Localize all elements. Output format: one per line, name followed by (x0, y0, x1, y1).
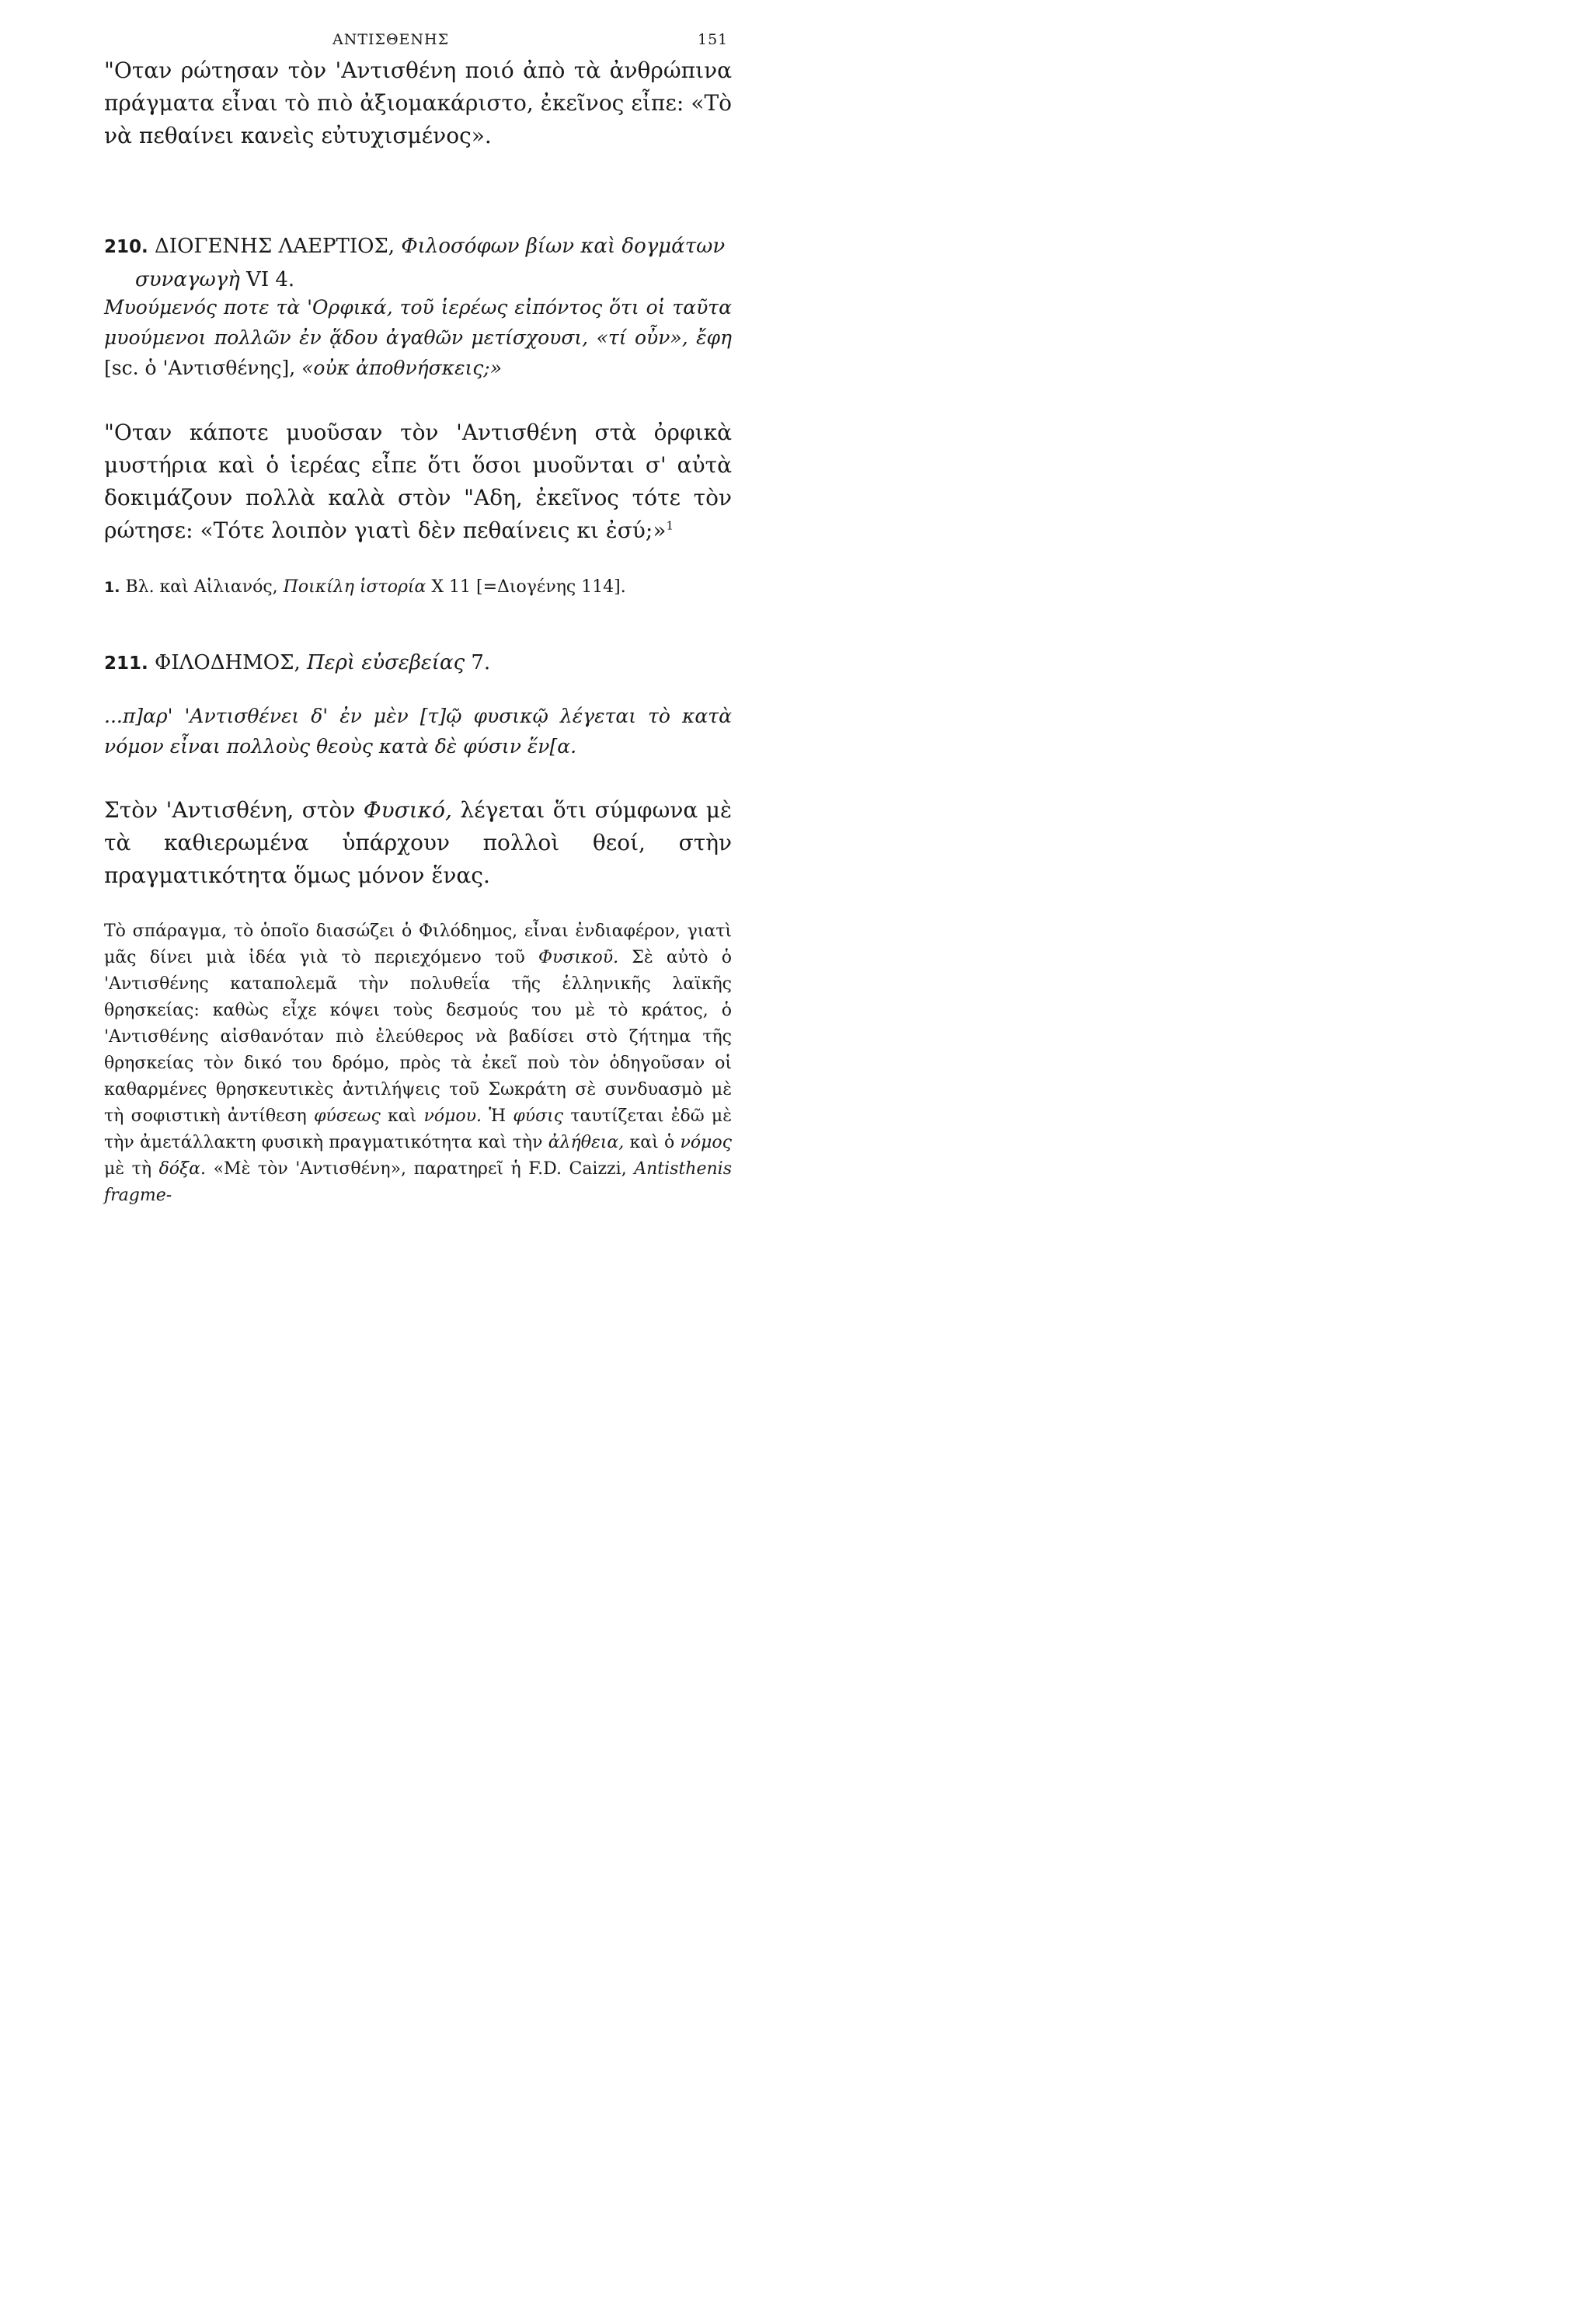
commentary-italic: δόξα. (158, 1159, 207, 1179)
commentary-text: Σὲ αὐτὸ ὁ 'Αντισθένης καταπολεμᾶ τὴν πολυθεΐα τῆς ἑλληνικῆς λαϊκῆς θρησκείας: καθὼς εἶχε κόψει τοὺς δεσμούς του μὲ τὸ κράτος, ὁ 'Αντισθένης αἰσθανόταν πιὸ ἐλεύθερος νὰ βαδίσει στὸ ζήτημα τῆς θρησκείας τὸν δικό του δρόμο, πρὸς τὰ ἐκεῖ ποὺ τὸν ὁδηγοῦσαν οἱ καθαρμένες θρησκευτικὲς ἀντιλήψεις τοῦ Σωκράτη σὲ συνδυασμὸ μὲ τὴ σοφιστικὴ ἀντίθεση (104, 948, 732, 1126)
commentary-text: καὶ (388, 1106, 417, 1126)
fragment-211-author: ΦΙΛΟΔΗΜΟΣ, (155, 651, 301, 674)
fragment-210-translation-text: "Οταν κάποτε μυοῦσαν τὸν 'Αντισθένη στὰ ὀρφικὰ μυστήρια καὶ ὁ ἱερέας εἶπε ὅτι ὅσοι μυοῦνται σ' αὐτὰ δοκιμάζουν πολλὰ καλὰ στὸν "Αδη, ἐκεῖνος τότε τὸν ρώτησε: «Τότε λοιπὸν γιατὶ δὲν πεθαίνεις κι ἐσύ;» (104, 420, 732, 543)
commentary-text: μὲ τὴ (104, 1159, 152, 1179)
footnote-pre: Βλ. καὶ Αἰλιανός, (125, 577, 278, 597)
book-page (0, 0, 844, 1232)
page-number: 151 (698, 31, 729, 48)
fragment-210-ref: VI 4. (246, 268, 295, 291)
running-title: ΑΝΤΙΣΘΕΝΗΣ (332, 31, 450, 48)
fragment-211-ref: 7. (471, 651, 491, 674)
commentary-text: καὶ ὁ (629, 1133, 675, 1152)
fragment-211-translation-pre: Στὸν 'Αντισθένη, στὸν (104, 797, 356, 823)
commentary-italic: φύσις (513, 1106, 564, 1126)
fragment-210-number: 210. (104, 237, 148, 257)
fragment-210-translation (104, 416, 732, 547)
footnote-post: X 11 [=Διογένης 114]. (431, 577, 626, 597)
footnote (104, 575, 732, 600)
commentary-text: ταυτίζεται ἐδῶ μὲ τὴν ἀμετάλλακτη φυσικὴ πραγματικότητα καὶ τὴν (104, 1106, 733, 1152)
commentary-italic: νόμου. (423, 1106, 482, 1126)
commentary-italic: φύσεως (313, 1106, 381, 1126)
intro-translation: "Οταν ρώτησαν τὸν 'Αντισθένη ποιό ἀπὸ τὰ ἀνθρώπινα πράγματα εἶναι τὸ πιὸ ἀξιομακάριστο, ἐκεῖνος εἶπε: «Τὸ νὰ πεθαίνει κανεὶς εὐτυχισμένος». (104, 57, 732, 148)
fragment-211-source: ...π]αρ' 'Αντισθένει δ' ἐν μὲν [τ]ῷ φυσικῷ λέγεται τὸ κατὰ νόμον εἶναι πολλοὺς θεοὺς κατὰ δὲ φύσιν ἕν[α. (104, 705, 732, 758)
commentary (104, 918, 732, 1209)
fragment-210-heading (104, 230, 763, 296)
footnote-work: Ποικίλη ἱστορία (283, 577, 426, 597)
commentary-italic: Φυσικοῦ. (538, 948, 619, 967)
fragment-210-source-part2: «οὐκ ἀποθνήσκεις;» (301, 357, 503, 379)
fragment-211-translation-work: Φυσικό, (363, 797, 452, 823)
footnote-number: 1. (104, 579, 120, 596)
fragment-211-heading (104, 646, 763, 680)
fragment-210-author: ΔΙΟΓΕΝΗΣ ΛΑΕΡΤΙΟΣ, (155, 235, 395, 258)
footnote-marker: 1 (666, 518, 674, 533)
fragment-211-work: Περὶ εὐσεβείας (307, 651, 465, 674)
fragment-210-editorial-note: [sc. ὁ 'Αντισθένης], (104, 357, 296, 379)
commentary-italic: νόμος (680, 1133, 732, 1152)
fragment-211-number: 211. (104, 653, 148, 674)
fragment-210-work: Φιλοσόφων βίων καὶ δογμάτων συναγωγὴ (135, 235, 726, 291)
commentary-text: Τὸ σπάραγμα, τὸ ὁποῖο διασώζει ὁ Φιλόδημος, εἶναι ἐνδιαφέρον, γιατὶ μᾶς δίνει μιὰ ἰδέα γιὰ τὸ περιεχόμενο τοῦ (104, 922, 732, 967)
commentary-italic: Antisthenis fragme- (104, 1159, 732, 1205)
commentary-text: «Μὲ τὸν 'Αντισθένη», παρατηρεῖ ἡ F.D. Caizzi, (213, 1159, 627, 1179)
fragment-211-translation (104, 794, 732, 892)
fragment-210-source (104, 292, 732, 383)
commentary-italic: ἀλήθεια, (548, 1133, 625, 1152)
commentary-text: Ἡ (489, 1106, 507, 1126)
fragment-210-source-part1: Μυούμενός ποτε τὰ 'Ορφικά, τοῦ ἱερέως εἰπόντος ὅτι οἱ ταῦτα μυούμενοι πολλῶν ἐν ᾅδου ἀγαθῶν μετίσχουσι, «τί οὖν», ἔφη (104, 296, 732, 349)
fragment-211-translation-post: λέγεται ὅτι σύμφωνα μὲ τὰ καθιερωμένα ὑπάρχουν πολλοὶ θεοί, στὴν πραγματικότητα ὅμως μόνον ἕνας. (104, 797, 732, 888)
